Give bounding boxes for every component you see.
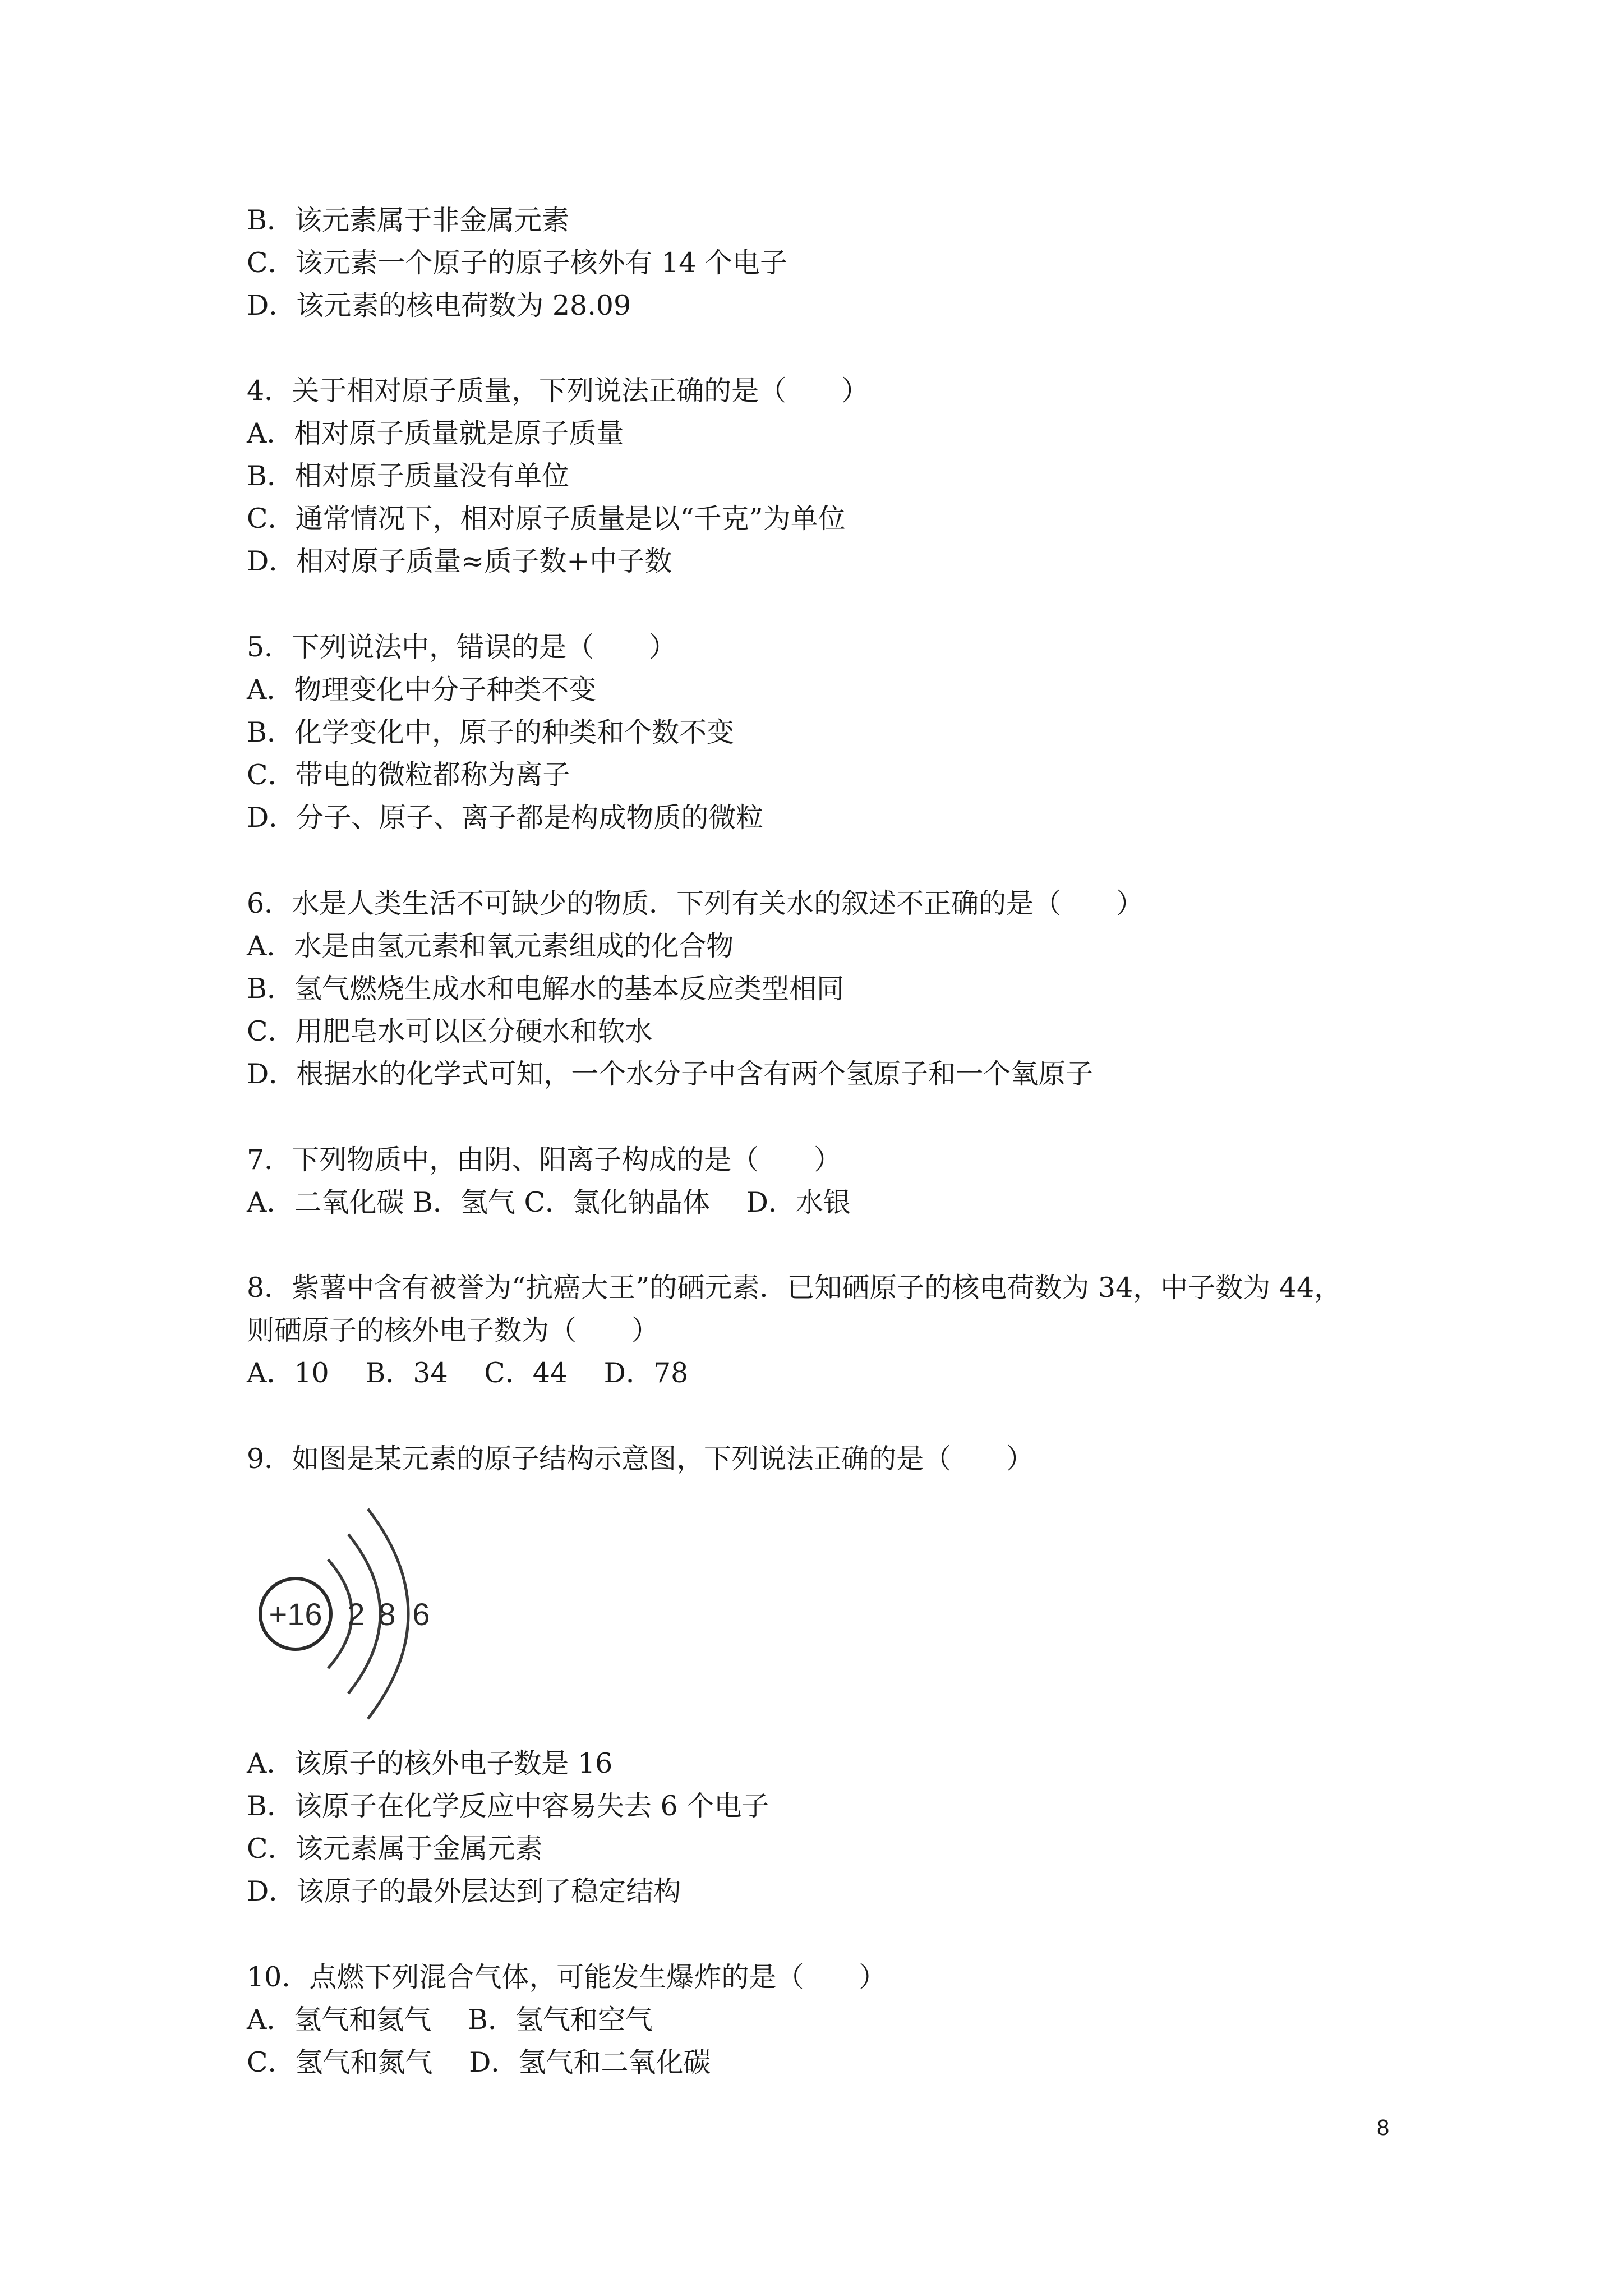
q9-option-c: C．该元素属于金属元素 [247,1833,543,1865]
atom-structure-diagram [244,1495,451,1731]
q7-options: A．二氧化碳 B．氢气 C．氯化钠晶体 D．水银 [247,1186,851,1218]
q6-stem: 6．水是人类生活不可缺少的物质．下列有关水的叙述不正确的是（ ） [247,887,1144,919]
q6-option-b: B．氢气燃烧生成水和电解水的基本反应类型相同 [247,973,845,1005]
shell-3-electrons: 6 [412,1596,430,1632]
q7-stem: 7．下列物质中，由阴、阳离子构成的是（ ） [247,1144,842,1176]
q9-option-d: D．该原子的最外层达到了稳定结构 [247,1875,681,1907]
q4-stem: 4．关于相对原子质量，下列说法正确的是（ ） [247,375,869,407]
q8-stem-line1: 8．紫薯中含有被誉为“抗癌大王”的硒元素．已知硒原子的核电荷数为 34，中子数为 44， [247,1272,1342,1304]
q3-option-b: B．该元素属于非金属元素 [247,204,570,236]
q3-option-d: D．该元素的核电荷数为 28.09 [247,289,631,321]
q10-options-line1: A．氢气和氦气 B．氢气和空气 [247,2004,653,2036]
page-number: 8 [1377,2115,1390,2140]
q6-option-a: A．水是由氢元素和氧元素组成的化合物 [247,930,734,962]
q8-stem-line2: 则硒原子的核外电子数为（ ） [247,1314,660,1346]
q5-option-c: C．带电的微粒都称为离子 [247,759,570,791]
q4-option-b: B．相对原子质量没有单位 [247,460,570,492]
q3-option-c: C．该元素一个原子的原子核外有 14 个电子 [247,247,787,279]
q6-option-c: C．用肥皂水可以区分硬水和软水 [247,1015,653,1047]
q5-option-a: A．物理变化中分子种类不变 [247,674,597,706]
q4-option-d: D．相对原子质量≈质子数+中子数 [247,545,672,577]
q9-option-a: A．该原子的核外电子数是 16 [247,1747,613,1779]
q5-option-b: B．化学变化中，原子的种类和个数不变 [247,716,735,748]
q4-option-c: C．通常情况下，相对原子质量是以“千克”为单位 [247,503,846,535]
q10-options-line2: C．氢气和氮气 D．氢气和二氧化碳 [247,2046,711,2078]
q9-option-b: B．该原子在化学反应中容易失去 6 个电子 [247,1790,769,1822]
q6-option-d: D．根据水的化学式可知，一个水分子中含有两个氢原子和一个氧原子 [247,1058,1094,1090]
q5-stem: 5．下列说法中，错误的是（ ） [247,631,677,663]
q10-stem: 10．点燃下列混合气体，可能发生爆炸的是（ ） [247,1961,887,1993]
q9-stem: 9．如图是某元素的原子结构示意图，下列说法正确的是（ ） [247,1443,1034,1475]
q8-options: A．10 B．34 C．44 D．78 [247,1357,689,1389]
shell-1-electrons: 2 [347,1596,365,1632]
q5-option-d: D．分子、原子、离子都是构成物质的微粒 [247,802,764,834]
shell-2-electrons: 8 [378,1596,396,1632]
q4-option-a: A．相对原子质量就是原子质量 [247,417,624,449]
nucleus-charge: +16 [269,1596,322,1632]
